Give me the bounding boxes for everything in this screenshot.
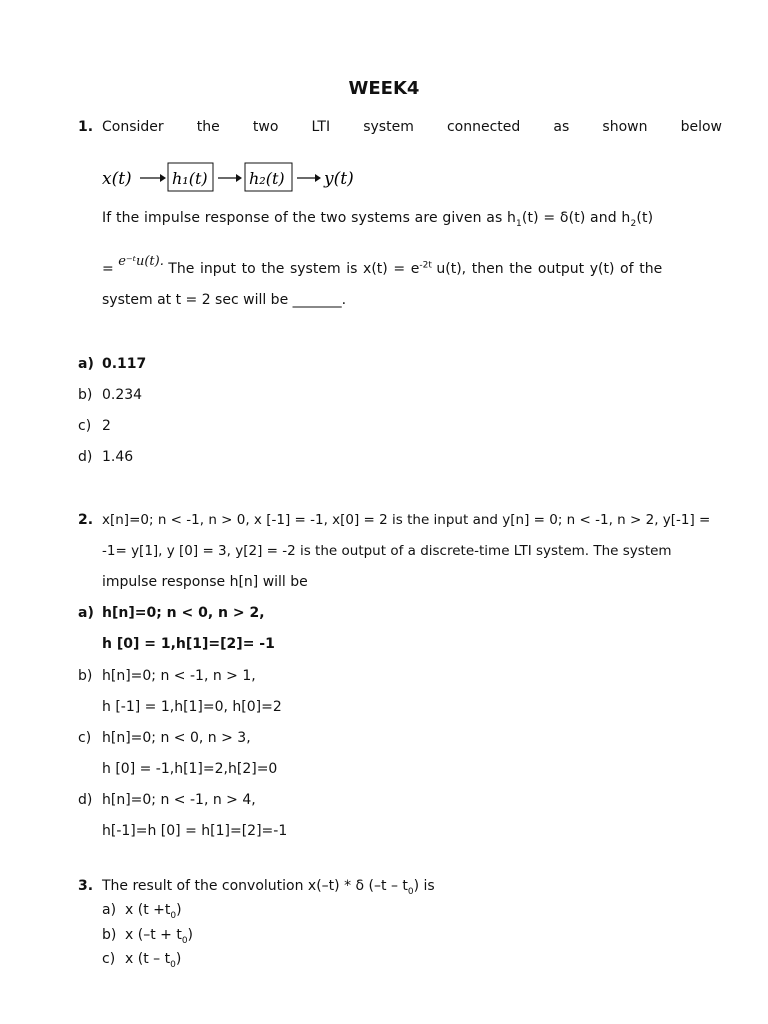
q1-word: shown (602, 119, 648, 135)
diagram-output-label: y(t) (324, 169, 354, 189)
question-1-line-3: = e⁻ᵗu(t). The input to the system is $x(t) = e^{-2t}$ u(t), then the output y(t) of the (102, 254, 663, 277)
q2-option-d-line-2: h[-1]=h [0] = h[1]=[2]=-1 (102, 823, 288, 839)
diagram-block-h2-label: h₂(t) (249, 169, 285, 188)
question-1-number: 1. (78, 119, 94, 135)
q2-option-c-line-2: h [0] = -1,h[1]=2,h[2]=0 (102, 761, 278, 777)
q2-option-b-line-2: h [-1] = 1,h[1]=0, h[0]=2 (102, 699, 282, 715)
question-2-line-2: -1= y[1], y [0] = 3, y[2] = -2 is the output of a discrete-time LTI system. The system (102, 543, 672, 559)
question-2-line-3: impulse response h[n] will be (102, 574, 308, 590)
q1-word: connected (446, 119, 521, 135)
arrow-right-icon (140, 174, 166, 182)
arrow-right-icon (297, 174, 321, 182)
q2-option-c: c) h[n]=0; n < 0, n > 3, (78, 730, 251, 746)
q1-word: Consider (102, 119, 164, 135)
question-2-line-1: x[n]=0; n < -1, n > 0, x [-1] = -1, x[0] = 2 is the input and y[n] = 0; n < -1, n > 2, y[-1] = (102, 512, 711, 528)
page-title: WEEK4 (348, 78, 420, 99)
question-1-line-1 (102, 119, 722, 135)
diagram-block-h1-label: h₁(t) (172, 169, 208, 188)
q1-word: the (196, 119, 220, 135)
q2-option-a: a) h[n]=0; n < 0, n > 2, (78, 605, 265, 621)
question-1-line-4: system at t = 2 sec will be _______. (102, 292, 347, 308)
q1-word: two (252, 119, 279, 135)
q1-option-a: a) 0.117 (78, 356, 147, 372)
question-3-text: The result of the convolution x(–t) * δ $(-t - t_0)$ is (102, 878, 435, 897)
q1-word: system (363, 119, 414, 135)
q1-word: as (553, 119, 570, 135)
q3-option-a: a) x $(t +t_0)$ (102, 902, 182, 921)
arrow-right-icon (218, 174, 242, 182)
diagram-input-label: x(t) (102, 169, 132, 189)
q1-word: below (680, 119, 722, 135)
impulse-response-expression: e⁻ᵗu(t). (118, 254, 164, 269)
question-2-number: 2. (78, 512, 94, 528)
q3-option-c: c) x $(t - t_0)$ (102, 951, 182, 970)
question-1-line-2: If the impulse response of the two systems are given as $h_1(t) = \delta(t)$ and $h_2(t)$ (102, 210, 654, 229)
q1-option-b: b) 0.234 (78, 387, 143, 403)
block-diagram (102, 158, 372, 198)
q2-option-b: b) h[n]=0; n < -1, n > 1, (78, 668, 256, 684)
question-3-number: 3. (78, 878, 94, 894)
q2-option-a-line-2: h [0] = 1,h[1]=[2]= -1 (102, 636, 275, 652)
q1-option-d: d) 1.46 (78, 449, 134, 465)
q1-word: LTI (311, 119, 331, 135)
q3-option-b: b) x $(-t + t_0)$ (102, 927, 194, 946)
q1-option-c: c) 2 (78, 418, 111, 434)
q2-option-d: d) h[n]=0; n < -1, n > 4, (78, 792, 256, 808)
